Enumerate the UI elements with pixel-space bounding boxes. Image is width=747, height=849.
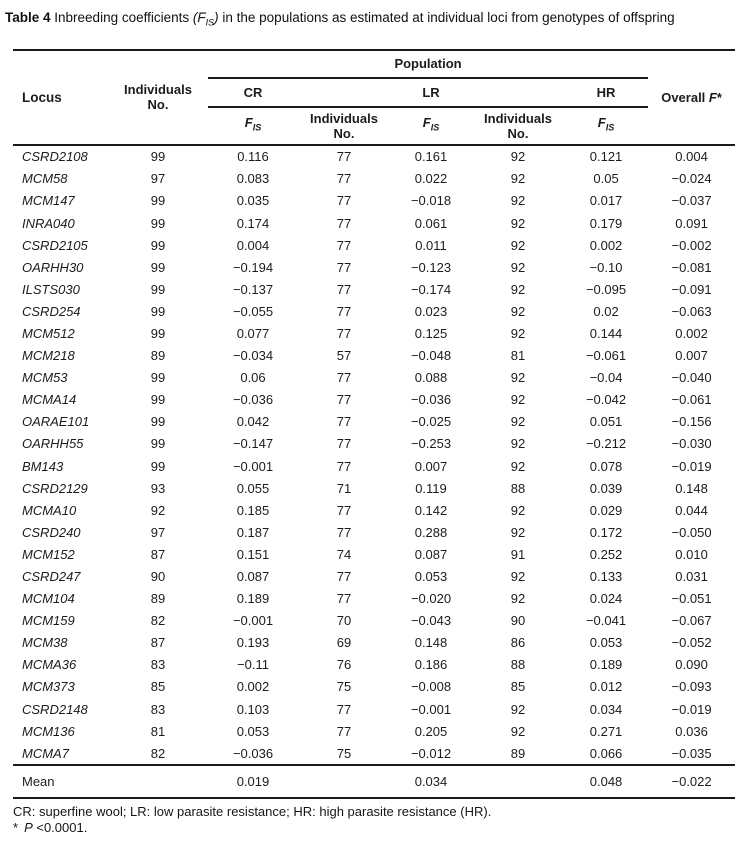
locus-cell: OARHH55 [22,436,84,452]
value-cell-fis-cr: −0.034 [232,348,274,364]
value-cell-fis-lr: 0.088 [414,370,448,386]
value-cell-fis-hr: 0.172 [589,524,623,540]
value-cell-fis-hr: −0.10 [589,259,623,275]
value-cell-fis-cr: 0.083 [236,171,270,187]
col-header-fis-lr: $F_{IS}$ [390,107,472,145]
value-cell-fis-cr: 0.035 [236,193,270,209]
table-row [13,256,735,278]
value-cell-fis-hr: 0.252 [589,546,623,562]
value-cell-fis-hr: 0.024 [589,591,623,607]
table-row [13,720,735,742]
value-cell-n-cr: 83 [150,657,166,673]
value-cell-fis-lr: −0.020 [410,591,452,607]
value-cell-n-hr: 81 [510,348,526,364]
value-cell-fis-cr: 0.189 [236,591,270,607]
value-cell-fis-hr: 0.051 [589,414,623,430]
table-footnotes [13,804,742,835]
value-cell-n-hr: 92 [510,149,526,165]
col-header-overall-f: Overall F* [648,50,735,145]
value-cell-fis-cr: −0.194 [232,259,274,275]
value-cell-n-hr: 92 [510,502,526,518]
value-cell-n-lr: 77 [336,259,352,275]
col-header-individuals-no-lr: Individuals No. [298,107,390,145]
value-cell-n-hr: 85 [510,679,526,695]
value-cell-n-cr: 90 [150,569,166,585]
mean-label: Mean [13,765,108,798]
value-cell-n-cr: 97 [150,524,166,540]
value-cell-n-lr: 77 [336,414,352,430]
mean-overall: −0.022 [648,765,735,798]
value-cell-n-cr: 82 [150,613,166,629]
value-cell-n-hr: 92 [510,723,526,739]
table-row [13,367,735,389]
value-cell-fis-lr: −0.253 [410,436,452,452]
value-cell-n-hr: 89 [472,742,564,765]
value-cell-n-hr: 92 [510,193,526,209]
value-cell-n-lr: 77 [336,325,352,341]
value-cell-overall: −0.019 [671,458,712,474]
value-cell-n-cr: 99 [150,237,166,253]
table-caption-label: Table 4 [5,10,51,25]
table-row [13,300,735,322]
footnote-abbreviations: CR: superfine wool; LR: low parasite resistance; HR: high parasite resistance (HR). [13,804,492,820]
table-row [13,389,735,411]
value-cell-n-hr: 91 [510,546,526,562]
value-cell-n-hr: 92 [510,569,526,585]
value-cell-n-hr: 92 [510,370,526,386]
value-cell-fis-cr: −0.055 [232,303,274,319]
mean-row [13,765,735,798]
value-cell-n-cr: 85 [150,679,166,695]
value-cell-overall: 0.002 [675,325,708,341]
value-cell-fis-lr: −0.123 [410,259,452,275]
value-cell-n-lr: 77 [336,701,352,717]
value-cell-fis-lr: 0.061 [414,215,448,231]
value-cell-n-lr: 57 [336,348,352,364]
value-cell-n-cr: 99 [150,259,166,275]
value-cell-n-hr: 92 [510,303,526,319]
value-cell-fis-hr: 0.029 [589,502,623,518]
value-cell-n-lr: 76 [336,657,352,673]
locus-cell: BM143 [22,458,64,474]
value-cell-n-lr: 71 [336,480,352,496]
col-group-hr: HR [564,78,648,107]
value-cell-n-cr: 99 [150,149,166,165]
value-cell-n-cr: 89 [150,348,166,364]
value-cell-overall: −0.035 [648,742,735,765]
table-caption [5,9,745,32]
value-cell-fis-hr: 0.034 [589,701,623,717]
value-cell-fis-hr: −0.061 [585,348,627,364]
value-cell-overall: 0.090 [675,657,708,673]
value-cell-fis-cr: 0.103 [236,701,270,717]
table-row [13,676,735,698]
value-cell-fis-lr: 0.087 [414,546,448,562]
value-cell-fis-lr: −0.025 [410,414,452,430]
value-cell-n-cr: 99 [150,458,166,474]
value-cell-fis-hr: 0.066 [564,742,648,765]
value-cell-overall: −0.067 [671,613,712,629]
value-cell-fis-hr: −0.212 [585,436,627,452]
value-cell-fis-hr: 0.121 [589,149,623,165]
col-header-fis-hr: $F_{IS}$ [564,107,648,145]
table-row [13,455,735,477]
value-cell-fis-cr: −0.036 [208,742,298,765]
locus-cell: MCM159 [22,613,75,629]
value-cell-n-lr: 77 [336,502,352,518]
value-cell-overall: 0.004 [675,149,708,165]
value-cell-n-lr: 77 [336,436,352,452]
value-cell-n-hr: 92 [510,524,526,540]
value-cell-fis-hr: 0.039 [589,480,623,496]
value-cell-n-hr: 92 [510,237,526,253]
locus-cell: ILSTS030 [22,281,80,297]
value-cell-n-lr: 70 [336,613,352,629]
value-cell-fis-hr: 0.05 [593,171,619,187]
value-cell-overall: 0.036 [675,723,708,739]
inbreeding-coefficients-table [13,49,735,800]
value-cell-overall: −0.081 [671,259,712,275]
value-cell-overall: −0.093 [671,679,712,695]
col-group-spacer-1 [298,78,390,107]
value-cell-n-lr: 77 [336,458,352,474]
table-row [13,499,735,521]
locus-cell: OARHH30 [22,259,84,275]
value-cell-overall: −0.051 [671,591,712,607]
value-cell-n-cr: 99 [150,193,166,209]
table-header [13,50,735,145]
value-cell-n-lr: 77 [336,370,352,386]
col-header-individuals-no-hr: Individuals No. [472,107,564,145]
value-cell-overall: −0.019 [671,701,712,717]
value-cell-n-hr: 88 [510,480,526,496]
value-cell-fis-lr: −0.048 [410,348,452,364]
table-row [13,322,735,344]
table-row [13,190,735,212]
value-cell-n-cr: 87 [150,546,166,562]
value-cell-fis-hr: 0.271 [589,723,623,739]
value-cell-fis-hr: 0.002 [589,237,623,253]
value-cell-n-cr: 89 [150,591,166,607]
mean-fis-lr: 0.034 [390,765,472,798]
locus-cell: MCM104 [22,591,75,607]
value-cell-n-cr: 99 [150,392,166,408]
value-cell-fis-cr: 0.151 [236,546,270,562]
value-cell-fis-lr: −0.012 [390,742,472,765]
value-cell-n-lr: 77 [336,723,352,739]
value-cell-fis-cr: 0.06 [240,370,266,386]
fis-symbol: $(F_{IS})$ [192,10,219,28]
asterisk-marker: * [13,819,19,835]
col-group-population: Population [208,50,648,78]
value-cell-n-lr: 77 [336,237,352,253]
table-row [13,145,735,168]
value-cell-n-cr: 99 [150,303,166,319]
locus-cell: MCM38 [22,635,68,651]
value-cell-fis-cr: 0.116 [237,149,269,165]
value-cell-fis-cr: −0.147 [232,436,274,452]
value-cell-fis-lr: −0.001 [410,701,452,717]
value-cell-fis-lr: 0.011 [415,237,447,253]
value-cell-n-lr: 69 [336,635,352,651]
table-row [13,610,735,632]
value-cell-n-hr: 92 [510,458,526,474]
locus-cell: CSRD240 [22,524,81,540]
value-cell-overall: −0.030 [671,436,712,452]
value-cell-fis-cr: 0.185 [236,502,270,518]
value-cell-overall: −0.050 [671,524,712,540]
locus-cell: CSRD247 [22,569,81,585]
locus-cell: MCMA10 [22,502,77,518]
value-cell-n-lr: 77 [336,171,352,187]
table-row [13,433,735,455]
value-cell-fis-hr: 0.189 [589,657,623,673]
value-cell-fis-hr: −0.095 [585,281,627,297]
value-cell-fis-cr: 0.042 [236,414,270,430]
col-group-cr: CR [208,78,298,107]
value-cell-overall: −0.052 [671,635,712,651]
col-header-fis-cr: $F_{IS}$ [208,107,298,145]
value-cell-fis-cr: −0.11 [237,657,269,673]
table-row [13,278,735,300]
value-cell-fis-lr: 0.053 [414,569,448,585]
value-cell-overall: 0.091 [675,215,708,231]
value-cell-n-cr: 99 [150,325,166,341]
value-cell-fis-cr: 0.187 [236,524,270,540]
table-row [13,234,735,256]
value-cell-overall: 0.007 [675,348,708,364]
value-cell-n-hr: 92 [510,259,526,275]
value-cell-n-cr: 97 [150,171,166,187]
value-cell-overall: −0.040 [671,370,712,386]
value-cell-fis-lr: 0.161 [414,149,448,165]
col-header-individuals-no: Individuals No. [108,50,208,145]
value-cell-n-hr: 92 [510,392,526,408]
table-row [13,654,735,676]
locus-cell: MCMA36 [22,657,77,673]
value-cell-fis-hr: −0.041 [585,613,627,629]
value-cell-overall: 0.044 [675,502,708,518]
value-cell-fis-cr: 0.087 [236,569,270,585]
value-cell-fis-cr: 0.053 [236,723,270,739]
value-cell-n-lr: 75 [336,679,352,695]
value-cell-n-cr: 82 [108,742,208,765]
value-cell-overall: −0.156 [671,414,712,430]
value-cell-n-cr: 99 [150,414,166,430]
value-cell-n-hr: 92 [510,591,526,607]
value-cell-n-cr: 81 [150,723,166,739]
value-cell-fis-cr: −0.001 [232,613,274,629]
value-cell-fis-lr: 0.142 [414,502,448,518]
table-row [13,212,735,234]
value-cell-overall: 0.148 [675,480,708,496]
value-cell-n-lr: 77 [336,215,352,231]
value-cell-fis-hr: 0.144 [589,325,623,341]
value-cell-fis-lr: −0.174 [410,281,452,297]
value-cell-fis-cr: −0.137 [232,281,274,297]
value-cell-fis-cr: −0.001 [232,458,274,474]
table-row [13,632,735,654]
value-cell-fis-lr: 0.023 [414,303,448,319]
locus-cell: MCM512 [22,325,75,341]
col-header-locus: Locus [13,50,108,145]
value-cell-n-hr: 88 [510,657,526,673]
value-cell-fis-lr: 0.288 [414,524,448,540]
table-row [13,521,735,543]
table-row [13,411,735,433]
value-cell-fis-lr: −0.036 [410,392,452,408]
value-cell-fis-cr: −0.036 [232,392,274,408]
value-cell-fis-hr: 0.053 [589,635,623,651]
value-cell-fis-lr: 0.022 [414,171,448,187]
col-group-lr: LR [390,78,472,107]
value-cell-n-hr: 92 [510,701,526,717]
locus-cell: CSRD2105 [22,237,88,253]
table-row [13,565,735,587]
value-cell-fis-hr: 0.078 [589,458,623,474]
table-row [13,543,735,565]
value-cell-fis-lr: −0.043 [410,613,452,629]
table-row [13,345,735,367]
value-cell-fis-hr: −0.042 [585,392,627,408]
value-cell-n-lr: 75 [298,742,390,765]
locus-cell: MCM147 [22,193,75,209]
table-footer [13,765,735,798]
value-cell-n-cr: 92 [150,502,166,518]
value-cell-overall: −0.061 [671,392,712,408]
value-cell-n-lr: 74 [336,546,352,562]
locus-cell: OARAE101 [22,414,90,430]
locus-cell: CSRD2129 [22,480,88,496]
mean-n-cr [108,765,208,798]
value-cell-n-cr: 99 [150,281,166,297]
value-cell-fis-cr: 0.174 [236,215,270,231]
table-row [13,698,735,720]
value-cell-overall: −0.002 [671,237,712,253]
value-cell-fis-cr: 0.055 [236,480,270,496]
value-cell-n-hr: 92 [510,281,526,297]
locus-cell: MCMA14 [22,392,77,408]
mean-fis-cr: 0.019 [208,765,298,798]
value-cell-fis-cr: 0.193 [236,635,270,651]
value-cell-fis-lr: 0.119 [415,480,447,496]
value-cell-overall: −0.091 [671,281,712,297]
value-cell-fis-cr: 0.002 [236,679,270,695]
value-cell-n-hr: 92 [510,414,526,430]
value-cell-n-hr: 92 [510,325,526,341]
table-row [13,742,735,765]
table-row [13,168,735,190]
value-cell-fis-lr: 0.186 [414,657,448,673]
table-row [13,588,735,610]
value-cell-n-hr: 90 [510,613,526,629]
value-cell-fis-lr: 0.148 [414,635,448,651]
locus-cell: MCMA7 [13,742,108,765]
locus-cell: MCM53 [22,370,68,386]
value-cell-fis-lr: 0.125 [414,325,448,341]
footnote-significance: * P <0.0001. [13,819,88,835]
table-caption-text-1: Inbreeding coefficients [50,10,193,25]
mean-n-lr [298,765,390,798]
locus-cell: CSRD2148 [22,701,88,717]
value-cell-n-cr: 93 [150,480,166,496]
value-cell-n-lr: 77 [336,281,352,297]
value-cell-fis-cr: 0.077 [236,325,270,341]
value-cell-fis-hr: 0.017 [589,193,623,209]
locus-cell: MCM58 [22,171,68,187]
locus-cell: INRA040 [22,215,75,231]
value-cell-fis-hr: 0.02 [593,303,619,319]
value-cell-n-lr: 77 [336,591,352,607]
locus-cell: MCM218 [22,348,75,364]
mean-n-hr [472,765,564,798]
locus-cell: MCM152 [22,546,75,562]
value-cell-overall: −0.063 [671,303,712,319]
value-cell-overall: 0.031 [675,569,708,585]
value-cell-n-hr: 92 [510,436,526,452]
table-row [13,477,735,499]
value-cell-n-lr: 77 [336,149,352,165]
value-cell-n-lr: 77 [336,193,352,209]
table-caption-text-2: in the populations as estimated at individual loci from genotypes of offspring [218,10,675,25]
value-cell-n-cr: 99 [150,370,166,386]
value-cell-n-hr: 92 [510,171,526,187]
value-cell-overall: −0.024 [671,171,712,187]
col-group-spacer-2 [472,78,564,107]
value-cell-n-cr: 83 [150,701,166,717]
locus-cell: CSRD254 [22,303,81,319]
locus-cell: CSRD2108 [22,149,88,165]
value-cell-fis-hr: −0.04 [589,370,623,386]
value-cell-n-hr: 92 [510,215,526,231]
locus-cell: MCM373 [22,679,75,695]
value-cell-overall: 0.010 [675,546,708,562]
value-cell-n-cr: 99 [150,215,166,231]
value-cell-fis-hr: 0.133 [589,569,623,585]
value-cell-fis-lr: −0.018 [410,193,452,209]
value-cell-n-cr: 87 [150,635,166,651]
value-cell-n-lr: 77 [336,392,352,408]
locus-cell: MCM136 [22,723,75,739]
value-cell-fis-hr: 0.012 [589,679,623,695]
value-cell-n-lr: 77 [336,303,352,319]
value-cell-fis-lr: 0.205 [414,723,448,739]
value-cell-overall: −0.037 [671,193,712,209]
value-cell-n-lr: 77 [336,569,352,585]
value-cell-fis-lr: 0.007 [414,458,448,474]
value-cell-n-lr: 77 [336,524,352,540]
table-body [13,145,735,766]
value-cell-fis-hr: 0.179 [589,215,623,231]
value-cell-n-cr: 99 [150,436,166,452]
value-cell-fis-lr: −0.008 [410,679,452,695]
value-cell-n-hr: 86 [510,635,526,651]
value-cell-fis-cr: 0.004 [236,237,270,253]
mean-fis-hr: 0.048 [564,765,648,798]
